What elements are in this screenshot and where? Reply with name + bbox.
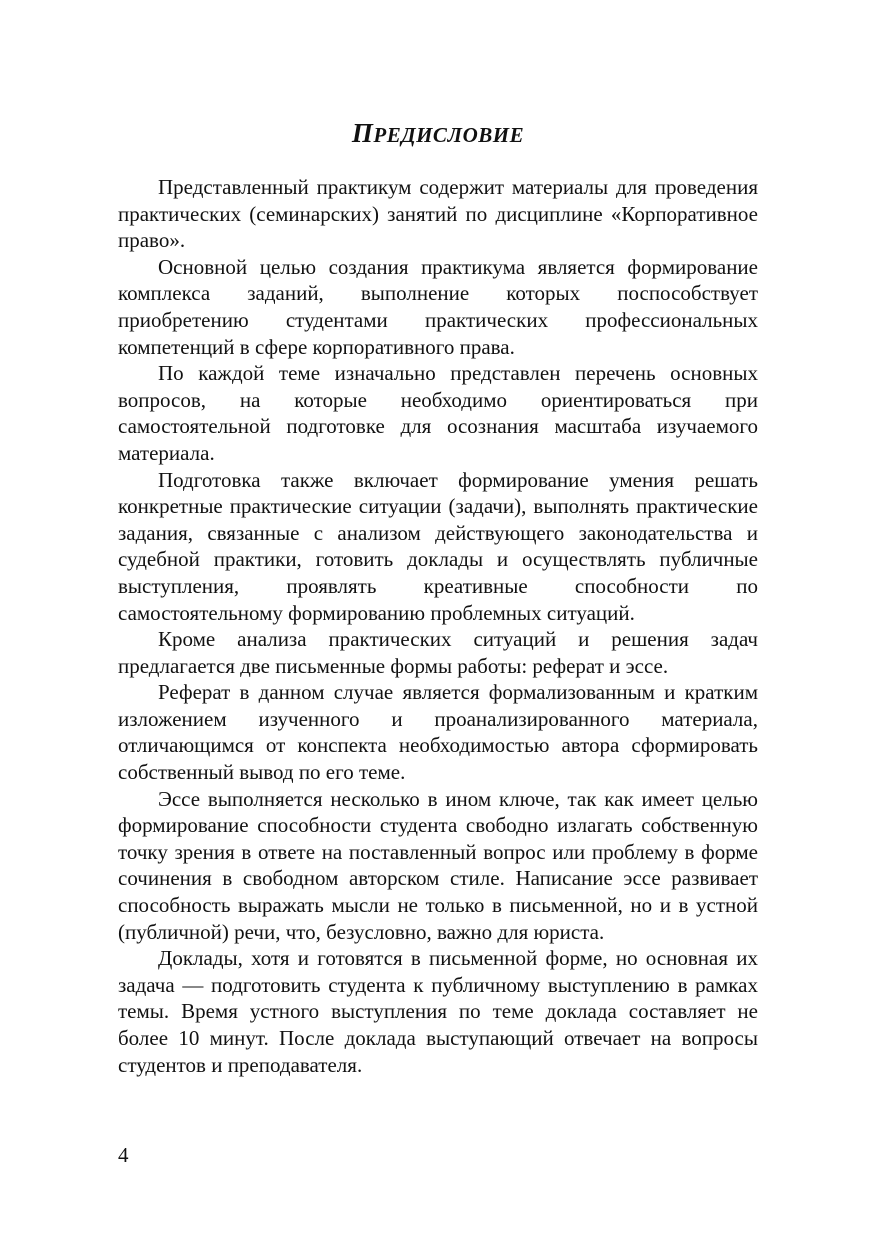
- page-number: 4: [118, 1143, 129, 1167]
- paragraph: Представленный практикум содержит материалы для проведения практических (семинарских) занятий по дисциплине «Корпоративное право».: [118, 175, 758, 253]
- paragraph: По каждой теме изначально представлен перечень основных вопросов, на которые необходимо ориентироваться при самостоятельной подготовке для осознания масштаба изучаемого материала.: [118, 361, 758, 465]
- page-title: [118, 114, 758, 154]
- paragraph: Кроме анализа практических ситуаций и решения задач предлагается две письменные формы работы: реферат и эссе.: [118, 627, 758, 678]
- paragraph: Доклады, хотя и готовятся в письменной форме, но основная их задача — подготовить студента к публичному выступлению в рамках темы. Время устного выступления по теме доклада составляет не более 10 минут. После доклада выступающий отвечает на вопросы студентов и преподавателя.: [118, 946, 758, 1077]
- paragraph: Основной целью создания практикума является формирование комплекса заданий, выполнение которых поспособствует приобретению студентами практических профессиональных компетенций в сфере корпоративного права.: [118, 254, 758, 359]
- title-first-letter: П: [351, 118, 374, 148]
- title-rest: РЕДИСЛОВИЕ: [373, 123, 525, 147]
- paragraph: Реферат в данном случае является формализованным и кратким изложением изученного и проанализированного материала, отличающимся от конспекта необходимостью автора сформировать собственный вывод по его теме.: [118, 680, 758, 785]
- paragraph: Эссе выполняется несколько в ином ключе, так как имеет целью формирование способности студента свободно излагать собственную точку зрения в ответе на поставленный вопрос или проблему в форме сочинения в свободном авторском стиле. Написание эссе развивает способность выражать мысли не только в письменной, но и в устной (публичной) речи, что, безусловно, важно для юриста.: [118, 786, 758, 944]
- body-text: [118, 174, 758, 1078]
- paragraph: Подготовка также включает формирование умения решать конкретные практические ситуации (задачи), выполнять практические задания, связанные с анализом действующего законодательства и судебной практики, готовить доклады и осуществлять публичные выступления, проявлять креативные способности по самостоятельному формированию проблемных ситуаций.: [118, 467, 758, 625]
